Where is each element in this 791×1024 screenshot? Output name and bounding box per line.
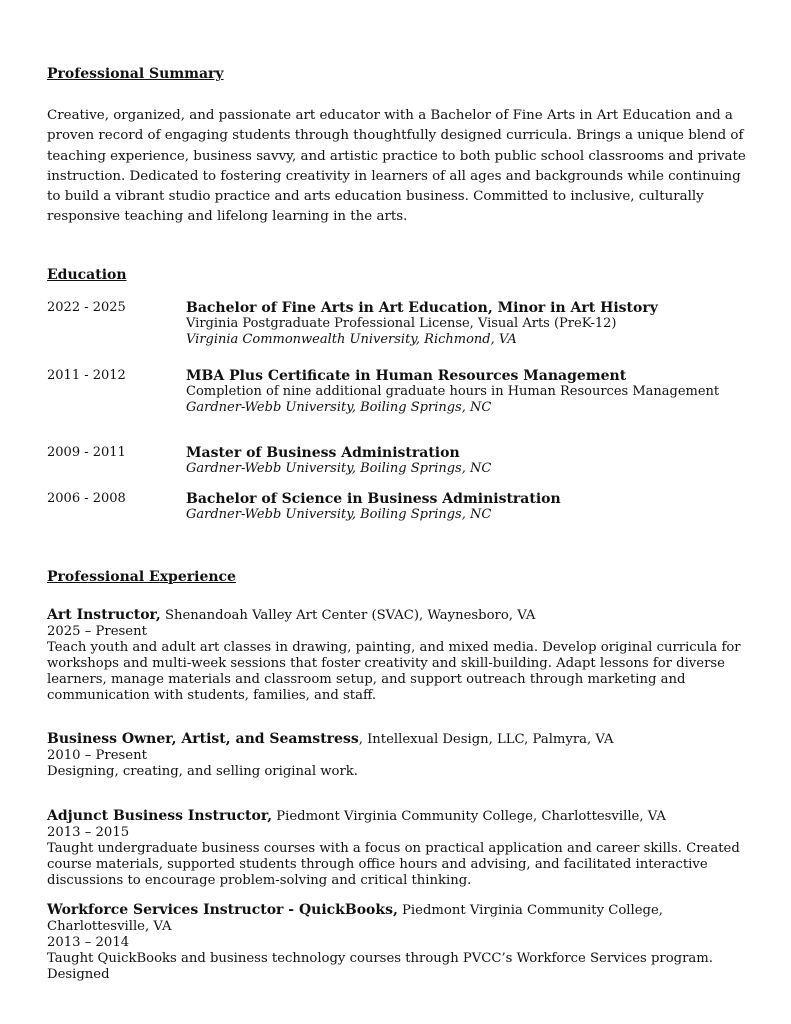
education-institution: Gardner-Webb University, Boiling Springs, NC [186, 461, 492, 476]
job-organization: Piedmont Virginia Community College, Charlottesville, VA [47, 903, 663, 934]
education-institution: Gardner-Webb University, Boiling Springs, NC [186, 400, 492, 415]
job-title: Art Instructor, [47, 607, 161, 623]
experience-heading: Professional Experience [47, 569, 236, 585]
education-degree: Master of Business Administration [186, 445, 460, 461]
education-institution: Gardner-Webb University, Boiling Springs, NC [186, 507, 492, 522]
experience-entry [47, 808, 747, 889]
education-dates: 2022 - 2025 [47, 300, 126, 315]
education-dates: 2011 - 2012 [47, 368, 126, 383]
job-title: Workforce Services Instructor - QuickBooks, [47, 902, 398, 918]
summary-heading: Professional Summary [47, 66, 224, 82]
experience-entry [47, 902, 747, 983]
job-description: Designing, creating, and selling original work. [47, 764, 358, 779]
education-institution: Virginia Commonwealth University, Richmond, VA [186, 332, 517, 347]
education-dates: 2009 - 2011 [47, 445, 126, 460]
summary-text: Creative, organized, and passionate art educator with a Bachelor of Fine Arts in Art Education and a proven record of engaging students through thoughtfully designed curricula. Brings a unique blend of teaching experience, business savvy, and artistic practice to both public school classrooms and private instruction. Dedicated to fostering creativity in learners of all ages and backgrounds while continuing to build a vibrant studio practice and arts education business. Committed to inclusive, culturally responsive teaching and lifelong learning in the arts. [47, 108, 746, 225]
education-degree: Bachelor of Science in Business Administration [186, 491, 561, 507]
job-description: Teach youth and adult art classes in drawing, painting, and mixed media. Develop original curricula for workshops and multi-week sessions that foster creativity and skill-building. Adapt lessons for diverse learners, manage materials and classroom setup, and support outreach through marketing and communication with students, families, and staff. [47, 640, 741, 703]
job-description: Taught undergraduate business courses with a focus on practical application and career skills. Created course materials, supported students through office hours and advising, and facilitated interactive discussions to encourage problem-solving and critical thinking. [47, 841, 740, 888]
job-description: Taught QuickBooks and business technology courses through PVCC’s Workforce Services program. Designed [47, 951, 713, 982]
job-organization: Shenandoah Valley Art Center (SVAC), Waynesboro, VA [160, 608, 536, 623]
experience-entry [47, 731, 747, 780]
job-dates: 2013 – 2014 [47, 935, 130, 950]
job-title: Business Owner, Artist, and Seamstress [47, 731, 359, 747]
job-dates: 2013 – 2015 [47, 825, 130, 840]
job-organization: Piedmont Virginia Community College, Charlottesville, VA [272, 809, 666, 824]
education-degree: MBA Plus Certificate in Human Resources Management [186, 368, 627, 384]
education-degree: Bachelor of Fine Arts in Art Education, Minor in Art History [186, 300, 658, 316]
education-dates: 2006 - 2008 [47, 491, 126, 506]
education-heading: Education [47, 267, 127, 283]
job-organization: , Intellexual Design, LLC, Palmyra, VA [358, 732, 614, 747]
education-detail: Completion of nine additional graduate hours in Human Resources Management [186, 384, 720, 399]
education-detail: Virginia Postgraduate Professional License, Visual Arts (PreK-12) [186, 316, 617, 331]
job-dates: 2010 – Present [47, 748, 147, 763]
job-dates: 2025 – Present [47, 624, 147, 639]
job-title: Adjunct Business Instructor, [47, 808, 273, 824]
experience-entry [47, 607, 747, 704]
